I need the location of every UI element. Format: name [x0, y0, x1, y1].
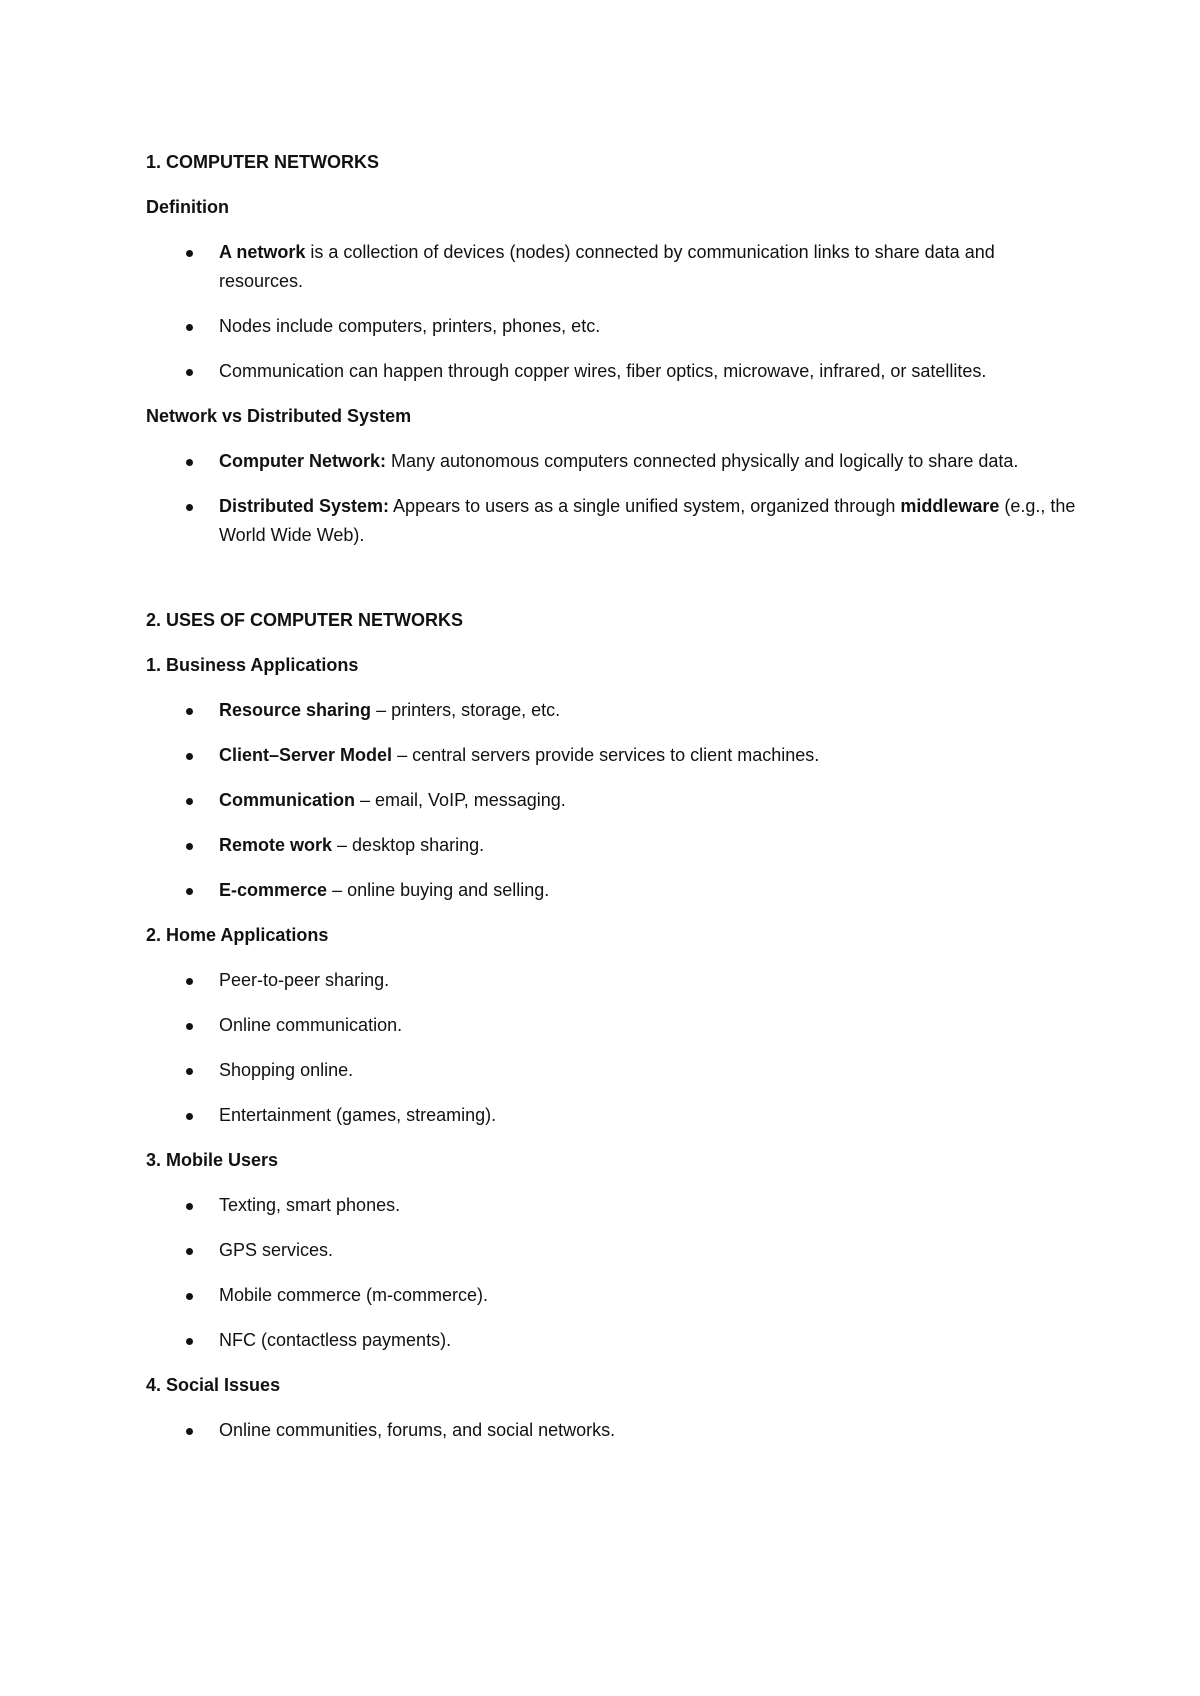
list-item-text: – central servers provide services to client machines. — [392, 745, 820, 765]
list-item-text: is a collection of devices (nodes) connected by communication links to share data and resources. — [219, 242, 995, 291]
list-item-text: Appears to users as a single unified system, organized through — [389, 496, 901, 516]
list-item-text: Mobile commerce (m-commerce). — [219, 1285, 489, 1305]
comparison-list — [146, 447, 1076, 550]
bullet-icon — [186, 324, 193, 331]
list-item — [146, 1101, 1076, 1130]
bullet-icon — [186, 708, 193, 715]
list-item — [146, 447, 1076, 476]
definition-heading: Definition — [146, 197, 229, 217]
bullet-icon — [186, 1248, 193, 1255]
section-title: 2. USES OF COMPUTER NETWORKS — [146, 610, 464, 630]
list-item-text: Texting, smart phones. — [219, 1195, 401, 1215]
bullet-icon — [186, 504, 193, 511]
mobile-list — [146, 1191, 1076, 1355]
list-item — [146, 1236, 1076, 1265]
list-item-text: – printers, storage, etc. — [371, 700, 561, 720]
list-item-text: Online communication. — [219, 1015, 403, 1035]
list-item — [146, 312, 1076, 341]
social-heading: 4. Social Issues — [146, 1375, 281, 1395]
list-item — [146, 966, 1076, 995]
list-item — [146, 357, 1076, 386]
list-item — [146, 1056, 1076, 1085]
bold-term: Communication — [219, 790, 356, 810]
list-item — [146, 831, 1076, 860]
list-item-text: – online buying and selling. — [327, 880, 550, 900]
bold-term: Computer Network: — [219, 451, 387, 471]
list-item-text: NFC (contactless payments). — [219, 1330, 452, 1350]
section-spacer — [146, 566, 1076, 606]
bullet-icon — [186, 1203, 193, 1210]
list-item — [146, 1326, 1076, 1355]
business-heading: 1. Business Applications — [146, 655, 359, 675]
list-item — [146, 1281, 1076, 1310]
list-item — [146, 876, 1076, 905]
social-list — [146, 1416, 1076, 1445]
list-item — [146, 741, 1076, 770]
bold-term: middleware — [900, 496, 1000, 516]
bold-term: A network — [219, 242, 306, 262]
list-item-text: Nodes include computers, printers, phones, etc. — [219, 316, 601, 336]
list-item — [146, 238, 1076, 296]
bullet-icon — [186, 753, 193, 760]
list-item-text: Peer-to-peer sharing. — [219, 970, 390, 990]
list-item — [146, 492, 1076, 550]
bullet-icon — [186, 888, 193, 895]
mobile-heading: 3. Mobile Users — [146, 1150, 279, 1170]
list-item-text: – email, VoIP, messaging. — [355, 790, 566, 810]
home-list — [146, 966, 1076, 1130]
bold-term: Resource sharing — [219, 700, 372, 720]
list-item-text: GPS services. — [219, 1240, 334, 1260]
bullet-icon — [186, 459, 193, 466]
business-list — [146, 696, 1076, 905]
bullet-icon — [186, 843, 193, 850]
list-item — [146, 696, 1076, 725]
list-item — [146, 786, 1076, 815]
definition-list — [146, 238, 1076, 386]
bullet-icon — [186, 798, 193, 805]
home-heading: 2. Home Applications — [146, 925, 329, 945]
bullet-icon — [186, 978, 193, 985]
bullet-icon — [186, 1113, 193, 1120]
comparison-heading: Network vs Distributed System — [146, 406, 412, 426]
bullet-icon — [186, 250, 193, 257]
bullet-icon — [186, 1293, 193, 1300]
list-item — [146, 1191, 1076, 1220]
list-item-text: – desktop sharing. — [332, 835, 485, 855]
list-item-text: (e.g., the World Wide Web). — [219, 496, 1076, 545]
list-item-text: Online communities, forums, and social networks. — [219, 1420, 616, 1440]
bold-term: Client–Server Model — [219, 745, 393, 765]
bold-term: E-commerce — [219, 880, 328, 900]
list-item — [146, 1416, 1076, 1445]
bullet-icon — [186, 369, 193, 376]
bullet-icon — [186, 1068, 193, 1075]
bold-term: Distributed System: — [219, 496, 390, 516]
bullet-icon — [186, 1428, 193, 1435]
list-item-text: Many autonomous computers connected physically and logically to share data. — [386, 451, 1019, 471]
list-item — [146, 1011, 1076, 1040]
document-content — [146, 148, 1076, 1461]
bullet-icon — [186, 1023, 193, 1030]
list-item-text: Entertainment (games, streaming). — [219, 1105, 497, 1125]
bullet-icon — [186, 1338, 193, 1345]
bold-term: Remote work — [219, 835, 333, 855]
list-item-text: Communication can happen through copper wires, fiber optics, microwave, infrared, or satellites. — [219, 361, 987, 381]
list-item-text: Shopping online. — [219, 1060, 354, 1080]
section-title: 1. COMPUTER NETWORKS — [146, 152, 380, 172]
